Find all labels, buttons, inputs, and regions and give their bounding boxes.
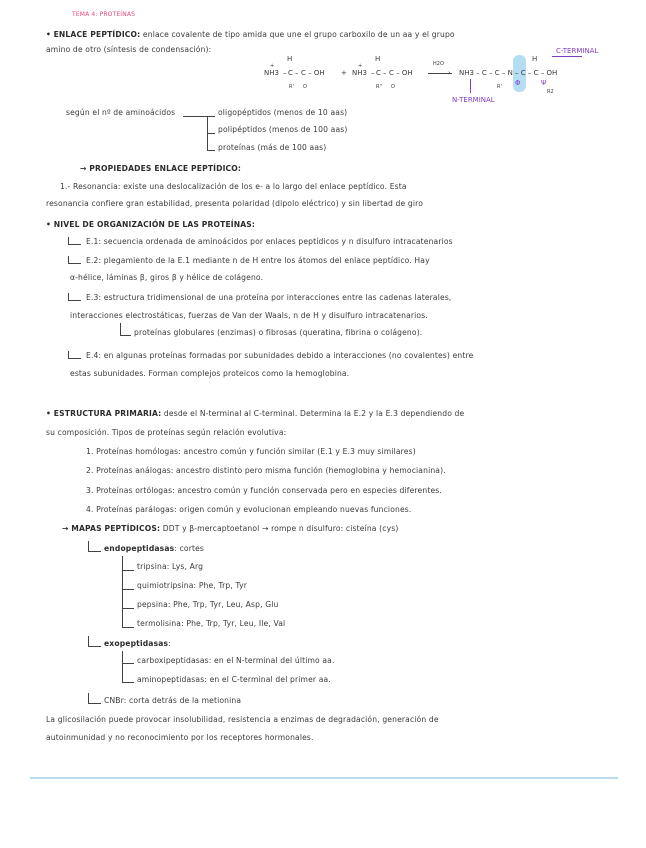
c-terminal-label: C-TERMINAL bbox=[556, 47, 599, 55]
mol1-bond-b: – bbox=[295, 69, 299, 77]
classification-item: oligopéptidos (menos de 10 aas) bbox=[218, 108, 348, 117]
level-e4: E.4: en algunas proteínas formadas por subunidades debido a interacciones (no covalentes) entre bbox=[86, 351, 474, 360]
c-terminal-mark bbox=[552, 56, 582, 57]
endo-item: termolisina: Phe, Trp, Tyr, Leu, Ile, Val bbox=[137, 619, 286, 628]
water-label: H2O bbox=[433, 61, 444, 67]
level-e2: E.2: plegamiento de la E.1 mediante n de H entre los átomos del enlace peptídico. Hay bbox=[86, 256, 430, 265]
level-bracket bbox=[68, 351, 81, 359]
bottom-divider bbox=[30, 777, 618, 779]
primaria-line-1 bbox=[46, 409, 464, 419]
endo-item: pepsina: Phe, Trp, Tyr, Leu, Asp, Glu bbox=[137, 600, 279, 609]
exo-tree-branch bbox=[122, 682, 134, 683]
mol1-nh3: NH3 bbox=[264, 69, 279, 77]
exo-item: aminopeptidasas: en el C-terminal del primer aa. bbox=[137, 675, 331, 684]
psi-angle: Ψ bbox=[541, 79, 547, 87]
product-formula: NH3 – C – C – N – C – C – OH bbox=[459, 69, 558, 77]
mol1-r: R' bbox=[289, 84, 294, 90]
primaria-heading: • ESTRUCTURA PRIMARIA: bbox=[46, 409, 162, 418]
endo-bracket bbox=[88, 541, 101, 552]
protein-type-item: 2. Proteínas análogas: ancestro distinto pero misma función (hemoglobina y hemocianina). bbox=[86, 466, 446, 475]
level-sub-bracket bbox=[120, 323, 131, 336]
mol1-c: C bbox=[288, 69, 293, 77]
reaction-arrow-head: › bbox=[448, 69, 451, 77]
enlace-line-1 bbox=[46, 30, 455, 40]
mol1-o: O bbox=[303, 84, 307, 90]
product-r1: R' bbox=[497, 84, 502, 90]
enlace-text-1: enlace covalente de tipo amida que une el grupo carboxilo de un aa y el grupo bbox=[142, 30, 455, 39]
endo-suffix: : cortes bbox=[174, 544, 205, 553]
mol2-charge: + bbox=[358, 63, 363, 69]
mol2-h: H bbox=[375, 55, 381, 63]
endo-item: quimiotripsina: Phe, Trp, Tyr bbox=[137, 581, 248, 590]
propiedades-line-1: 1.- Resonancia: existe una deslocalización de los e- a lo largo del enlace peptídico. Esta bbox=[60, 182, 407, 191]
primaria-text-2: su composición. Tipos de proteínas según relación evolutiva: bbox=[46, 428, 287, 437]
bullet-dot: • bbox=[46, 30, 52, 39]
reaction-plus: + bbox=[341, 69, 347, 77]
mapas-line bbox=[62, 524, 398, 534]
level-e1: E.1: secuencia ordenada de aminoácidos por enlaces peptídicos y n disulfuro intracatenarios bbox=[86, 237, 453, 246]
level-e3-cont: interacciones electrostáticas, fuerzas de Van der Waals, n de H y disulfuro intracatenarios. bbox=[70, 311, 428, 320]
mol1-h: H bbox=[287, 55, 293, 63]
n-terminal-mark bbox=[470, 79, 471, 93]
protein-type-item: 4. Proteínas parálogas: origen común y evolucionan empleando nuevas funciones. bbox=[86, 505, 412, 514]
endo-tree-branch bbox=[122, 570, 134, 571]
protein-type-item: 3. Proteínas ortólogas: ancestro común y función conservada pero en especies diferentes. bbox=[86, 486, 442, 495]
mol2-nh3: NH3 bbox=[352, 69, 367, 77]
mol2-c: C bbox=[376, 69, 381, 77]
level-e4-cont: estas subunidades. Forman complejos proteicos como la hemoglobina. bbox=[70, 369, 350, 378]
endo-tree-branch bbox=[122, 608, 134, 609]
exo-line bbox=[104, 639, 171, 649]
product-r2: R2 bbox=[547, 89, 554, 95]
classification-tick-1 bbox=[207, 116, 215, 117]
propiedades-line-2: resonancia confiere gran estabilidad, presenta polaridad (dipolo eléctrico) y sin libertad de giro bbox=[46, 199, 424, 208]
exo-label: exopeptidasas bbox=[104, 639, 169, 648]
enlace-text-2: amino de otro (síntesis de condensación): bbox=[46, 45, 212, 54]
niveles-heading: • NIVEL DE ORGANIZACIÓN DE LAS PROTEÍNAS: bbox=[46, 220, 256, 229]
product-h-top: H bbox=[532, 55, 538, 63]
level-e3: E.3: estructura tridimensional de una proteína por interacciones entre las cadenas laterales, bbox=[86, 293, 452, 302]
mol1-charge: + bbox=[270, 63, 275, 69]
final-line-1: La glicosilación puede provocar insolubilidad, resistencia a enzimas de degradación, generación de bbox=[46, 715, 439, 724]
protein-type-item: 1. Proteínas homólogas: ancestro común y función similar (E.1 y E.3 muy similares) bbox=[86, 447, 416, 456]
endo-tree-trunk bbox=[122, 556, 123, 627]
cnbr-bracket bbox=[88, 693, 101, 704]
cnbr-line: CNBr: corta detrás de la metionina bbox=[104, 696, 242, 705]
endo-line bbox=[104, 544, 204, 554]
mol2-o: O bbox=[391, 84, 395, 90]
classification-stem bbox=[183, 116, 207, 117]
n-terminal-label: N-TERMINAL bbox=[452, 96, 495, 104]
final-line-2: autoinmunidad y no reconocimiento por los receptores hormonales. bbox=[46, 733, 314, 742]
endo-item: tripsina: Lys, Arg bbox=[137, 562, 204, 571]
exo-bracket bbox=[88, 636, 101, 647]
exo-tree-branch bbox=[122, 663, 134, 664]
page-title: TEMA 4: PROTEÍNAS bbox=[72, 11, 136, 18]
mol1-cooh: C – OH bbox=[301, 69, 325, 77]
primaria-text-1: desde el N-terminal al C-terminal. Determina la E.2 y la E.3 dependiendo de bbox=[163, 409, 465, 418]
propiedades-heading: → PROPIEDADES ENLACE PEPTÍDICO: bbox=[80, 164, 242, 173]
endo-tree-branch bbox=[122, 627, 134, 628]
mol1-bond-a: – bbox=[283, 69, 287, 77]
mapas-text: DDT y β-mercaptoetanol → rompe n disulfuro: cisteína (cys) bbox=[162, 524, 399, 533]
enlace-label: ENLACE PEPTÍDICO: bbox=[53, 30, 141, 39]
exo-suffix: : bbox=[168, 639, 171, 648]
classification-tick-2 bbox=[207, 133, 215, 134]
mol2-bond-b: – bbox=[383, 69, 387, 77]
level-e3-sub: proteínas globulares (enzimas) o fibrosas (queratina, fibrina o colágeno). bbox=[134, 328, 423, 337]
mol2-cooh: C – OH bbox=[389, 69, 413, 77]
level-bracket bbox=[68, 293, 81, 301]
exo-tree-trunk bbox=[122, 651, 123, 682]
mapas-heading: → MAPAS PEPTÍDICOS: bbox=[62, 524, 161, 533]
level-bracket bbox=[68, 256, 81, 264]
classification-item: polipéptidos (menos de 100 aas) bbox=[218, 125, 348, 134]
level-bracket bbox=[68, 237, 81, 245]
exo-item: carboxipeptidasas: en el N-terminal del último aa. bbox=[137, 656, 335, 665]
level-e2-cont: α-hélice, láminas β, giros β y hélice de colágeno. bbox=[70, 273, 264, 282]
classification-item: proteínas (más de 100 aas) bbox=[218, 143, 327, 152]
mol2-r: R'' bbox=[376, 84, 383, 90]
classification-tick-3 bbox=[207, 150, 215, 151]
endo-tree-branch bbox=[122, 589, 134, 590]
mol2-bond-a: – bbox=[371, 69, 375, 77]
classification-lead: según el nº de aminoácidos bbox=[66, 108, 176, 117]
endo-label: endopeptidasas bbox=[104, 544, 175, 553]
phi-angle: Φ bbox=[515, 79, 521, 87]
